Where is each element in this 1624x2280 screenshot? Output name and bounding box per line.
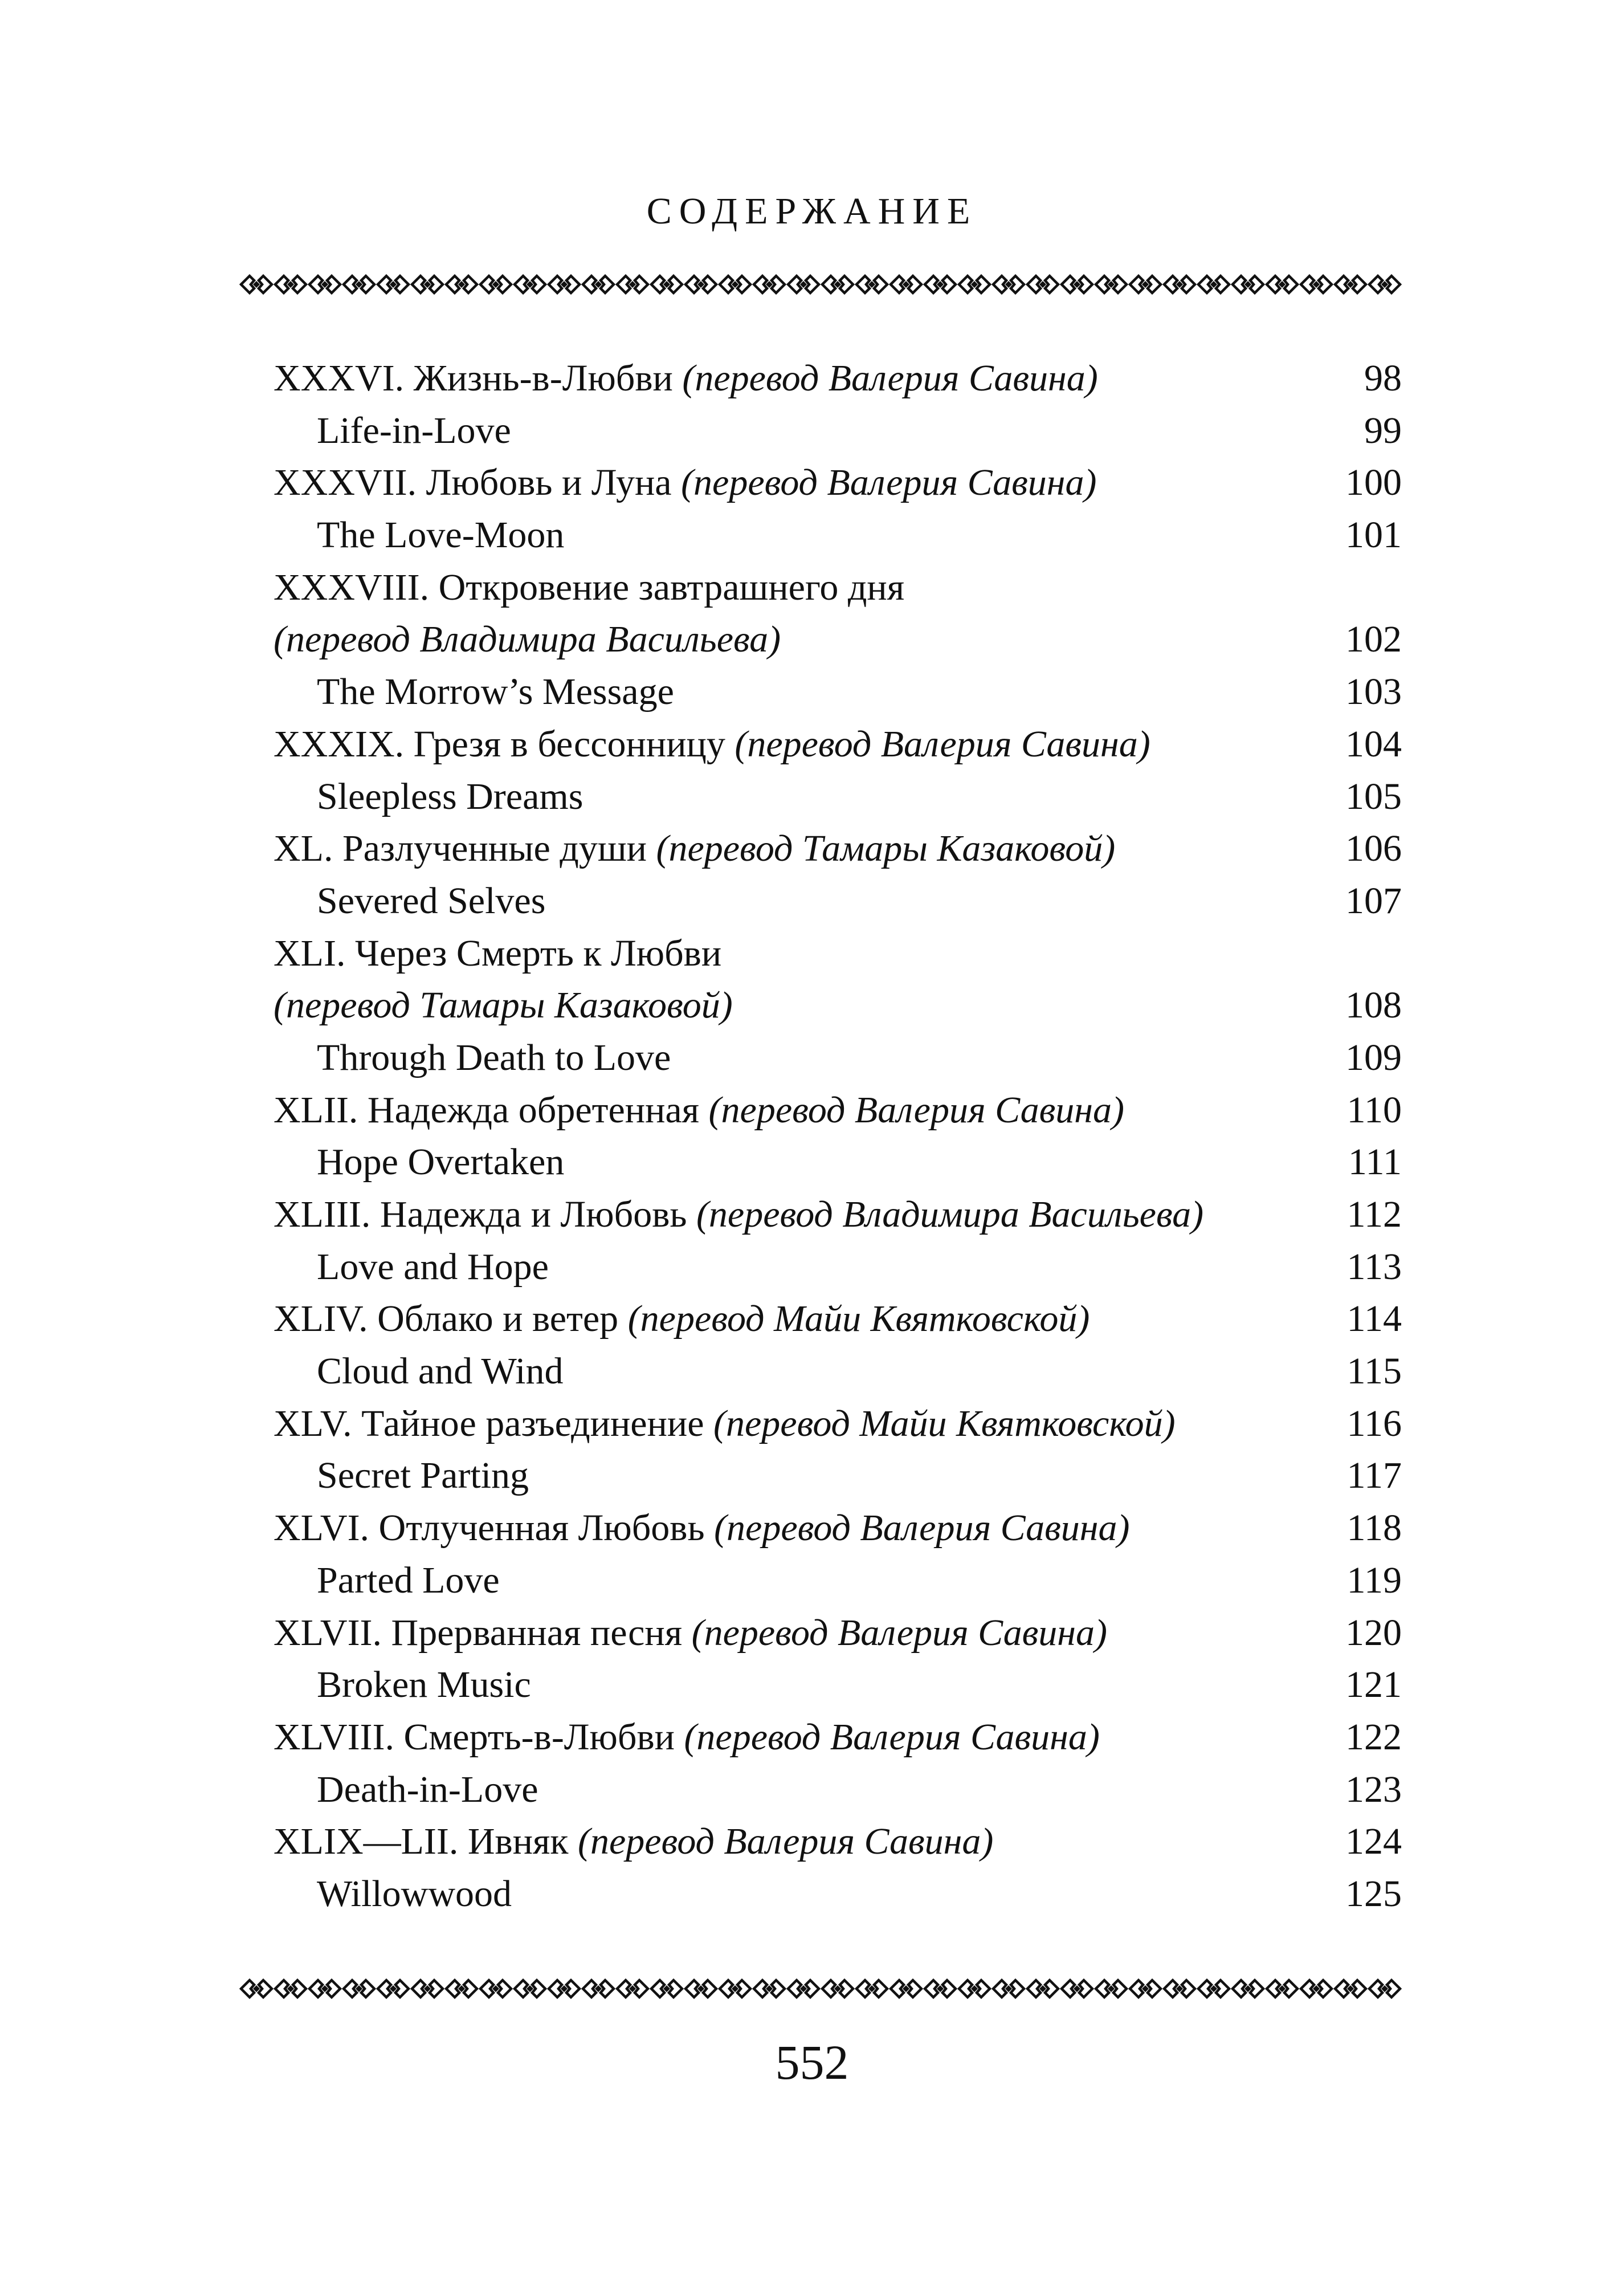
toc-entry-title <box>274 1188 1203 1241</box>
toc-entry-page-number: 100 <box>1345 462 1402 504</box>
toc-entry <box>274 875 1402 927</box>
toc-entry-page-number: 107 <box>1345 880 1402 922</box>
toc-entry-translator: (перевод Майи Квятковской) <box>713 1402 1176 1444</box>
toc-entry-title-text: XLII. Надежда обретенная <box>274 1089 700 1131</box>
toc-entry-page-number: 103 <box>1345 671 1402 713</box>
toc-entry <box>274 509 1402 561</box>
toc-entry-page-number: 112 <box>1346 1194 1402 1235</box>
toc-entry-page-number: 106 <box>1345 828 1402 870</box>
toc-entry-translator: (перевод Валерия Савина) <box>577 1821 994 1863</box>
toc-entry-title <box>274 1815 993 1868</box>
toc-entry <box>274 1136 1402 1188</box>
toc-entry-title-text: Through Death to Love <box>317 1036 671 1078</box>
toc-entry-page-number: 109 <box>1345 1036 1402 1078</box>
toc-entry-title-text: XLV. Тайное разъединение <box>274 1402 704 1444</box>
toc-entry <box>274 1450 1402 1502</box>
toc-entry <box>274 1398 1402 1450</box>
toc-entry-translator: (перевод Валерия Савина) <box>714 1507 1130 1549</box>
toc-entry <box>274 1293 1402 1345</box>
toc-entry-title-text: Severed Selves <box>317 880 546 922</box>
toc-entry-page-number: 98 <box>1364 357 1402 399</box>
toc-entry-translator: (перевод Тамары Казаковой) <box>656 828 1116 870</box>
toc-entry-page-number: 125 <box>1345 1872 1402 1915</box>
toc-entry <box>274 1032 1402 1084</box>
toc-entry-title <box>317 875 545 927</box>
toc-entry-title <box>274 457 1097 509</box>
toc-entry-page-number: 121 <box>1345 1664 1402 1706</box>
toc-entry-title-text: Sleepless Dreams <box>317 775 584 817</box>
toc-entry-title-text: Death-in-Love <box>317 1768 538 1810</box>
toc-entry-title <box>317 771 583 823</box>
toc-entry-title <box>274 352 1098 405</box>
toc-entry-title-text: XXXVIII. Откровение завтрашнего дня <box>274 566 905 608</box>
toc-entry-translator: (перевод Валерия Савина) <box>681 462 1097 504</box>
toc-entry-title <box>317 509 564 561</box>
toc-entry-page-number: 120 <box>1345 1611 1402 1654</box>
toc-entry <box>274 1711 1402 1764</box>
toc-entry-page-number: 105 <box>1345 775 1402 817</box>
toc-entry-translator: (перевод Майи Квятковской) <box>627 1298 1090 1340</box>
toc-entry-title <box>317 1868 512 1920</box>
toc-entry-translator: (перевод Валерия Савина) <box>708 1089 1124 1131</box>
toc-entry <box>274 771 1402 823</box>
toc-entry-title <box>274 1502 1129 1554</box>
toc-entry <box>274 979 1402 1032</box>
toc-entry-title <box>317 1136 564 1188</box>
toc-entry-title-text: XLVIII. Смерть-в-Любви <box>274 1716 675 1758</box>
toc-entry-title-text: The Love-Moon <box>317 514 565 556</box>
toc-entry <box>274 927 1402 980</box>
toc-entry <box>274 457 1402 509</box>
toc-entry <box>274 666 1402 718</box>
toc-entry-title <box>274 979 733 1032</box>
toc-entry-title <box>317 1345 563 1398</box>
toc-entry <box>274 823 1402 875</box>
toc-entry-page-number: 101 <box>1345 514 1402 556</box>
toc-entry-title <box>317 1659 531 1711</box>
toc-entry-title-text: Secret Parting <box>317 1455 529 1497</box>
toc-entry <box>274 1084 1402 1137</box>
toc-entry-page-number: 116 <box>1346 1402 1402 1444</box>
toc-entry-title-text: The Morrow’s Message <box>317 671 674 713</box>
toc-entry-page-number: 115 <box>1346 1350 1402 1393</box>
ornament-divider-top <box>239 272 1402 296</box>
toc-entry-page-number: 111 <box>1348 1141 1402 1183</box>
toc-entry-page-number: 119 <box>1346 1559 1402 1601</box>
toc-entry-title <box>274 1398 1176 1450</box>
toc-entry-title <box>274 927 721 980</box>
toc-entry-title <box>317 1554 500 1607</box>
toc-entry-translator: (перевод Валерия Савина) <box>735 723 1150 765</box>
toc-entry-title-text: Broken Music <box>317 1664 531 1706</box>
toc-entry-title <box>317 1764 538 1816</box>
toc-entry-title-text: Hope Overtaken <box>317 1141 565 1183</box>
toc-entry-page-number: 102 <box>1345 618 1402 661</box>
toc-entry-title-text: XLIX—LII. Ивняк <box>274 1821 569 1863</box>
toc-entry-title-text: XL. Разлученные души <box>274 828 647 870</box>
toc-entry-title-text: XXXVII. Любовь и Луна <box>274 462 672 504</box>
toc-entry <box>274 1815 1402 1868</box>
toc-entry-title-text: Willowwood <box>317 1872 512 1915</box>
toc-entry-translator: (перевод Тамары Казаковой) <box>274 984 733 1027</box>
toc-entry-page-number: 122 <box>1345 1716 1402 1758</box>
toc-entry-page-number: 99 <box>1364 409 1402 451</box>
toc-entry-title-text: XLI. Через Смерть к Любви <box>274 932 722 974</box>
toc-entry-title-text: XXXVI. Жизнь-в-Любви <box>274 357 673 399</box>
toc-entry-title-text: Parted Love <box>317 1559 500 1601</box>
toc-entry <box>274 1659 1402 1711</box>
toc-entry <box>274 352 1402 405</box>
toc-entry-title <box>274 718 1150 771</box>
toc-entry-page-number: 104 <box>1345 723 1402 765</box>
toc-entry-title-text: XLVI. Отлученная Любовь <box>274 1507 705 1549</box>
toc-entry <box>274 1764 1402 1816</box>
page-title: СОДЕРЖАНИЕ <box>646 190 978 232</box>
toc-entry-translator: (перевод Владимира Васильева) <box>274 618 781 661</box>
toc-entry <box>274 613 1402 666</box>
toc-entry <box>274 561 1402 614</box>
ornament-divider-bottom <box>239 1977 1402 2001</box>
page-number: 552 <box>775 2035 849 2090</box>
toc-entry-page-number: 118 <box>1346 1507 1402 1549</box>
toc-entry-page-number: 114 <box>1346 1298 1402 1340</box>
toc-entry <box>274 1607 1402 1659</box>
toc-entry-title-text: Life-in-Love <box>317 409 511 451</box>
toc-entry-title <box>274 1711 1100 1764</box>
toc-entry-translator: (перевод Валерия Савина) <box>684 1716 1100 1758</box>
toc-entry <box>274 1554 1402 1607</box>
toc-entry <box>274 1241 1402 1293</box>
toc-entry-title-text: Love and Hope <box>317 1245 549 1288</box>
toc-entry-translator: (перевод Валерия Савина) <box>691 1611 1108 1654</box>
toc-entry-translator: (перевод Владимира Васильева) <box>696 1194 1204 1235</box>
toc-entry-page-number: 113 <box>1346 1245 1402 1288</box>
toc-entry-title <box>274 1084 1124 1137</box>
toc-entry-title-text: XLVII. Прерванная песня <box>274 1611 683 1654</box>
table-of-contents <box>274 352 1402 1920</box>
toc-entry-page-number: 117 <box>1346 1455 1402 1497</box>
toc-entry-title <box>274 1607 1107 1659</box>
toc-entry <box>274 405 1402 457</box>
toc-entry-title <box>274 823 1115 875</box>
toc-entry <box>274 1188 1402 1241</box>
toc-entry-title-text: XLIII. Надежда и Любовь <box>274 1194 687 1235</box>
toc-entry-page-number: 123 <box>1345 1768 1402 1810</box>
toc-entry-title <box>317 1241 549 1293</box>
toc-entry-title-text: Cloud and Wind <box>317 1350 564 1393</box>
toc-entry-page-number: 108 <box>1345 984 1402 1027</box>
toc-entry <box>274 718 1402 771</box>
toc-entry-title <box>317 1032 671 1084</box>
toc-entry <box>274 1345 1402 1398</box>
toc-entry-title <box>274 561 904 614</box>
toc-entry-title <box>317 666 674 718</box>
toc-entry-title <box>317 405 511 457</box>
toc-entry-page-number: 124 <box>1345 1821 1402 1863</box>
toc-entry-page-number: 110 <box>1346 1089 1402 1131</box>
toc-entry <box>274 1502 1402 1554</box>
toc-entry-title <box>317 1450 529 1502</box>
toc-entry <box>274 1868 1402 1920</box>
toc-entry-title-text: XLIV. Облако и ветер <box>274 1298 619 1340</box>
toc-entry-translator: (перевод Валерия Савина) <box>682 357 1098 399</box>
toc-entry-title-text: XXXIX. Грезя в бессонницу <box>274 723 725 765</box>
toc-entry-title <box>274 613 781 666</box>
toc-entry-title <box>274 1293 1090 1345</box>
